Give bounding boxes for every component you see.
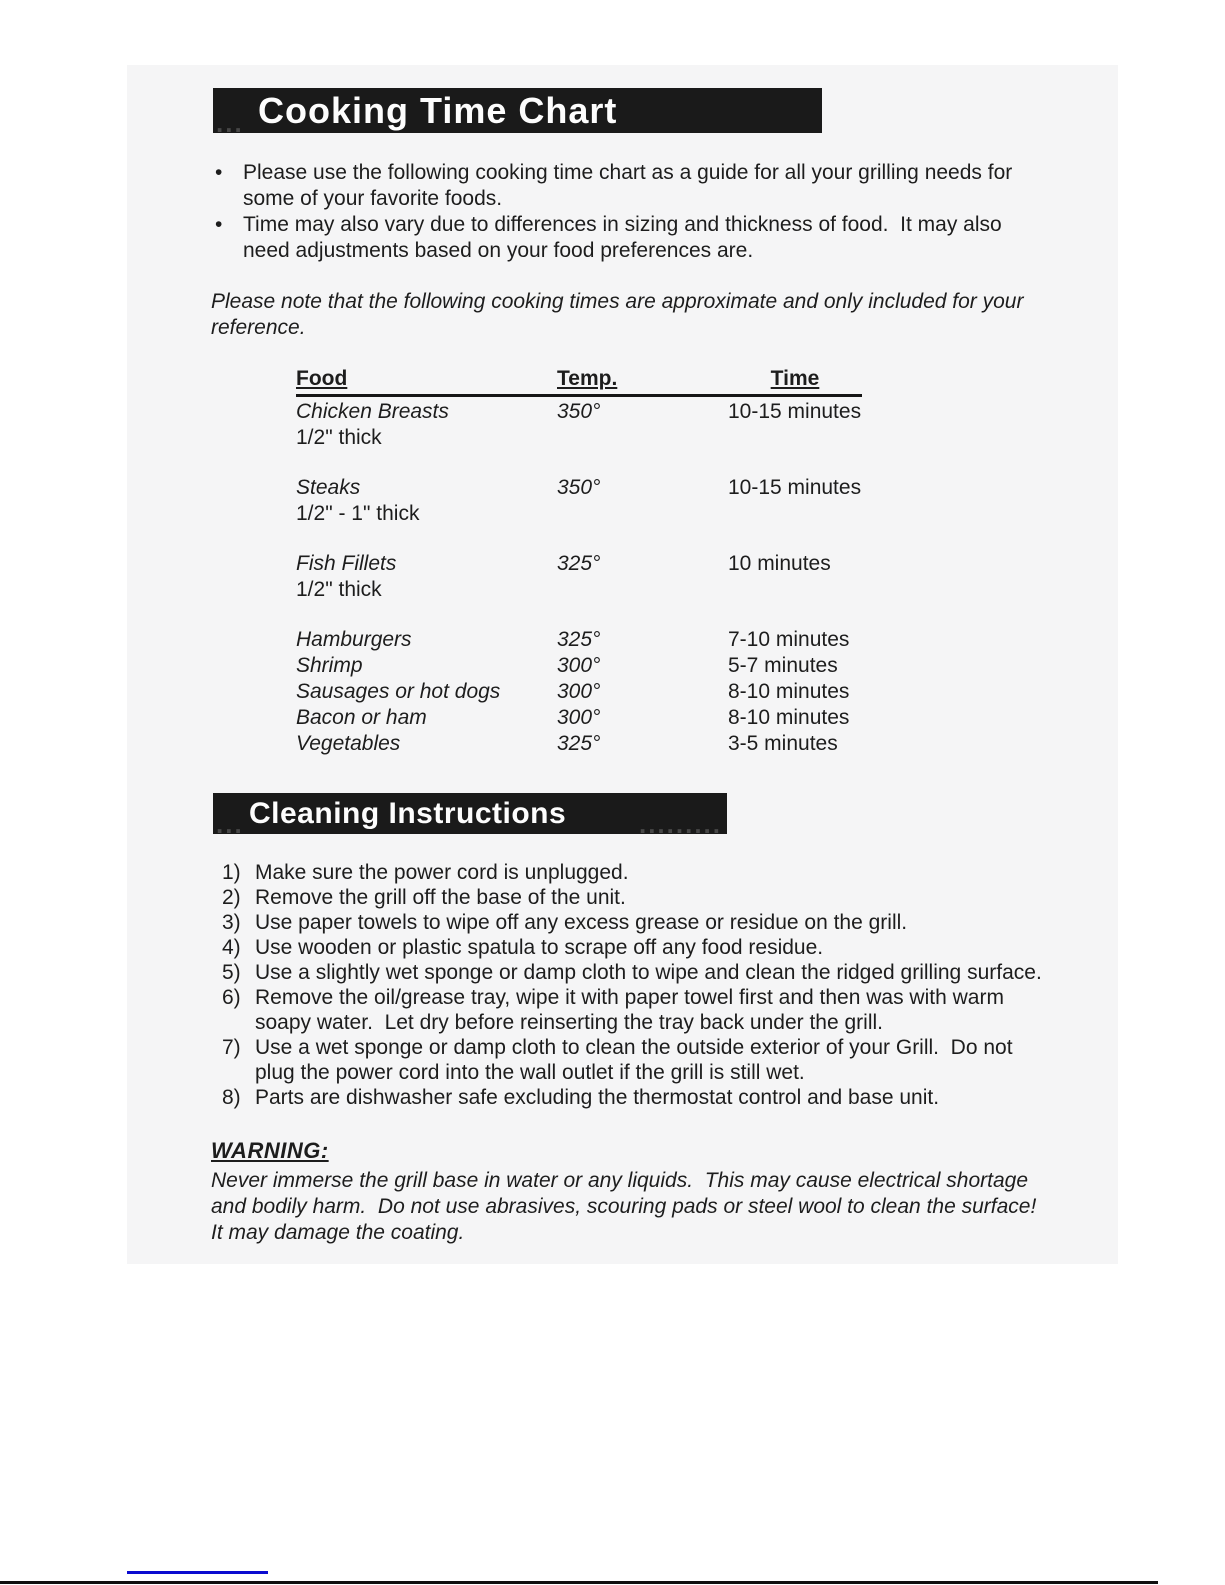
table-cell-time: 10 minutes [728, 552, 831, 575]
food-name: Chicken Breasts [296, 400, 449, 423]
bullet-icon: • [215, 161, 223, 184]
page-bottom-rule [0, 1581, 1158, 1584]
list-item [215, 212, 1045, 264]
list-item [222, 985, 1082, 1035]
food-name: Sausages or hot dogs [296, 680, 501, 703]
warning-text: Never immerse the grill base in water or any liquids. This may cause electrical shortage and bodily harm. Do not use abrasives, scouring pads or steel wool to clean the surface! It may damage the coating. [211, 1169, 1048, 1244]
food-name: Shrimp [296, 654, 363, 677]
list-item [222, 860, 1082, 885]
list-item [222, 1085, 1082, 1110]
table-cell-time: 8-10 minutes [728, 706, 850, 729]
table-row [296, 627, 862, 653]
food-name: Hamburgers [296, 628, 412, 651]
table-cell-temp: 325° [557, 732, 601, 755]
step-number: 2) [222, 886, 241, 909]
step-text: Parts are dishwasher safe excluding the thermostat control and base unit. [255, 1086, 940, 1109]
list-item [222, 960, 1082, 985]
table-cell-temp: 350° [557, 400, 601, 423]
table-header-row [296, 367, 862, 397]
food-name: Bacon or ham [296, 706, 427, 729]
section-title-cleaning: Cleaning Instructions [249, 796, 567, 830]
step-number: 5) [222, 961, 241, 984]
list-item [222, 885, 1082, 910]
table-row [296, 731, 862, 757]
table-cell-time: 10-15 minutes [728, 400, 862, 423]
table-cell-food [296, 653, 557, 679]
warning-heading: WARNING: [211, 1138, 329, 1163]
step-number: 3) [222, 911, 241, 934]
table-header-temp: Temp. [557, 367, 618, 390]
table-cell-food [296, 705, 557, 731]
table-row [296, 551, 862, 603]
step-text: Use paper towels to wipe off any excess grease or residue on the grill. [255, 911, 908, 934]
table-cell-food [296, 731, 557, 757]
table-cell-temp: 300° [557, 680, 601, 703]
table-cell-food [296, 551, 557, 603]
table-cell-food [296, 627, 557, 653]
table-cell-temp: 300° [557, 706, 601, 729]
footer-link-underline[interactable] [127, 1571, 268, 1574]
banner-dots-left-icon: ... [216, 809, 244, 839]
table-header-time: Time [770, 367, 820, 390]
table-cell-temp: 350° [557, 476, 601, 499]
document-page [127, 65, 1118, 1264]
list-item [222, 1035, 1082, 1085]
table-cell-time: 10-15 minutes [728, 476, 862, 499]
table-row [296, 399, 862, 451]
table-cell-food [296, 475, 557, 527]
cooking-intro-bullets [215, 160, 1045, 264]
step-text: Use a slightly wet sponge or damp cloth to wipe and clean the ridged grilling surface. [255, 961, 1042, 984]
section-header-cleaning-instructions [213, 793, 727, 839]
list-item [215, 160, 1045, 212]
list-item [222, 910, 1082, 935]
table-row [296, 705, 862, 731]
section-title-cooking: Cooking Time Chart [258, 89, 618, 131]
cleaning-steps-list [222, 860, 1082, 1110]
cooking-time-table [296, 367, 862, 757]
food-detail: 1/2" thick [296, 426, 382, 449]
step-number: 8) [222, 1086, 241, 1109]
table-cell-temp: 325° [557, 552, 601, 575]
table-cell-time: 8-10 minutes [728, 680, 850, 703]
food-detail: 1/2" thick [296, 578, 382, 601]
cooking-note: Please note that the following cooking times are approximate and only included for your reference. [211, 290, 1030, 339]
food-detail: 1/2" - 1" thick [296, 502, 420, 525]
bullet-icon: • [215, 213, 223, 236]
table-cell-food [296, 679, 557, 705]
food-name: Steaks [296, 476, 361, 499]
step-number: 7) [222, 1036, 241, 1059]
table-row [296, 653, 862, 679]
step-number: 1) [222, 861, 241, 884]
step-number: 6) [222, 986, 241, 1009]
table-row [296, 475, 862, 527]
banner-dots-right-icon: ......... [638, 809, 722, 839]
food-name: Fish Fillets [296, 552, 397, 575]
bullet-text: Please use the following cooking time chart as a guide for all your grilling needs for some of your favorite foods. [243, 161, 1019, 210]
table-cell-time: 7-10 minutes [728, 628, 850, 651]
table-row [296, 679, 862, 705]
step-text: Remove the grill off the base of the unit. [255, 886, 626, 909]
table-cell-temp: 300° [557, 654, 601, 677]
step-text: Use wooden or plastic spatula to scrape off any food residue. [255, 936, 824, 959]
step-number: 4) [222, 936, 241, 959]
banner-dots-left-icon: ... [216, 108, 244, 138]
food-name: Vegetables [296, 732, 401, 755]
table-cell-time: 5-7 minutes [728, 654, 838, 677]
step-text: Use a wet sponge or damp cloth to clean the outside exterior of your Grill. Do not plug the power cord into the wall outlet if the grill is still wet. [255, 1036, 1019, 1084]
list-item [222, 935, 1082, 960]
step-text: Remove the oil/grease tray, wipe it with paper towel first and then was with warm soapy water. Let dry before reinserting the tray back under the grill. [255, 986, 1010, 1034]
step-text: Make sure the power cord is unplugged. [255, 861, 629, 884]
table-cell-time: 3-5 minutes [728, 732, 838, 755]
table-cell-temp: 325° [557, 628, 601, 651]
bullet-text: Time may also vary due to differences in sizing and thickness of food. It may also need adjustments based on your food preferences are. [243, 213, 1008, 262]
table-cell-food [296, 399, 557, 451]
section-header-cooking-time-chart [213, 88, 822, 138]
table-header-food: Food [296, 367, 348, 390]
